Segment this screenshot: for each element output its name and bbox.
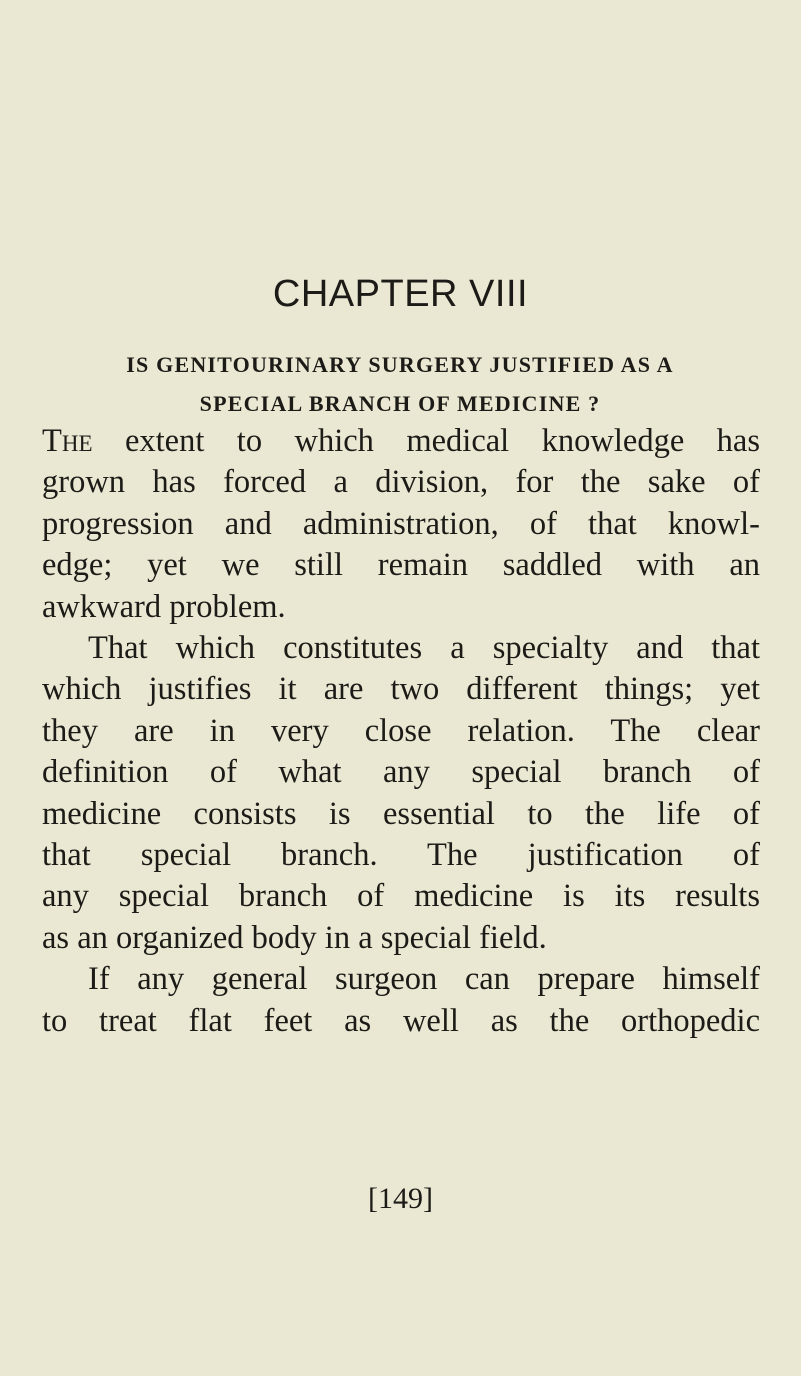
text-line: any special branch of medicine is its results (42, 878, 760, 915)
lead-word: The (42, 423, 93, 459)
text-line: progression and administration, of that knowl- (42, 505, 760, 542)
chapter-title-line-2: SPECIAL BRANCH OF MEDICINE ? (199, 391, 601, 416)
text-line: definition of what any special branch of (42, 754, 760, 791)
text-line: as an organized body in a special field. (42, 919, 547, 956)
text-line: grown has forced a division, for the sake of (42, 464, 760, 501)
text-line: they are in very close relation. The clear (42, 712, 760, 749)
body-text (42, 421, 760, 1042)
chapter-title (40, 345, 760, 423)
text-line: which justifies it are two different things; yet (42, 671, 760, 708)
text-line: The extent to which medical knowledge has (42, 423, 760, 459)
text-line: edge; yet we still remain saddled with an (42, 547, 760, 584)
chapter-title-line-1: IS GENITOURINARY SURGERY JUSTIFIED AS A (126, 352, 674, 377)
text-line: That which constitutes a specialty and that (88, 630, 760, 667)
chapter-heading: CHAPTER VIII (272, 273, 529, 315)
page-number: [149] (368, 1182, 433, 1215)
text-line: that special branch. The justification of (42, 837, 760, 874)
text-line: medicine consists is essential to the life of (42, 795, 760, 832)
text-line: If any general surgeon can prepare himself (88, 961, 760, 998)
text-line: to treat flat feet as well as the orthopedic (42, 1002, 760, 1039)
text-line: awkward problem. (42, 588, 286, 625)
